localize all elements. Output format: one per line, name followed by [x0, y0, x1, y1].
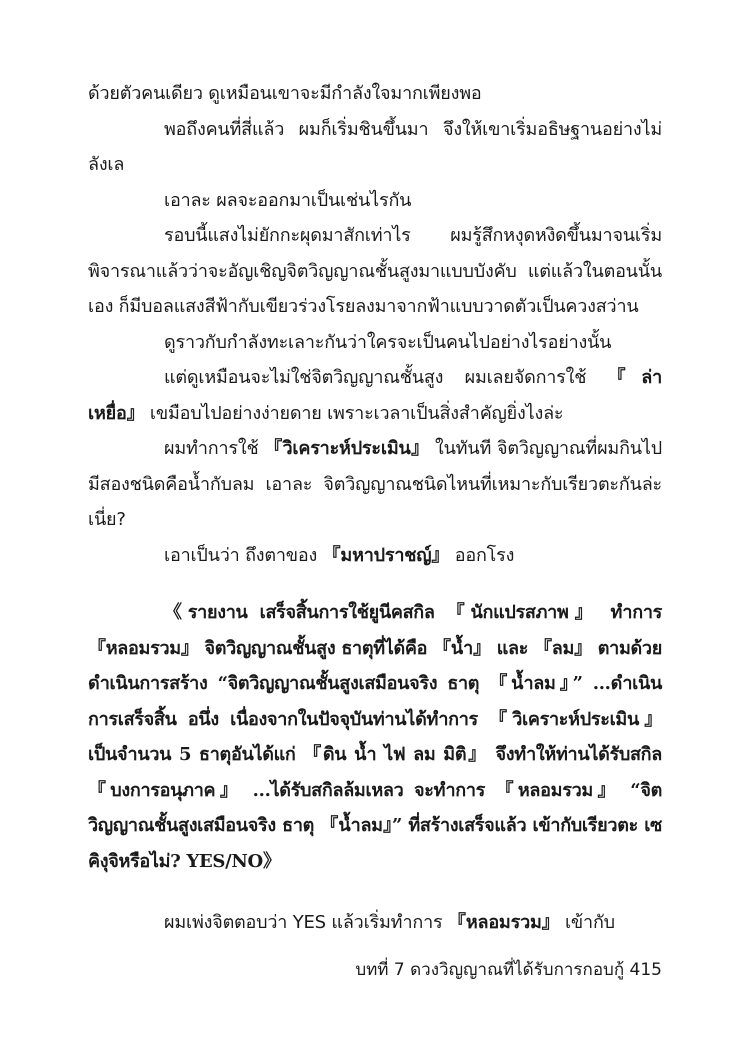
skill-name-merge: 『หลอมรวม』 — [448, 912, 560, 933]
paragraph-2: พอถึงคนที่สี่แล้ว ผมก็เริ่มชินขึ้นมา จึงให้เขาเริ่มอธิษฐานอย่างไม่ลังเล — [88, 118, 662, 175]
system-report-block: 《รายงาน เสร็จสิ้นการใช้ยูนีคสกิล 『นักแปรสภาพ』 ทำการ 『หลอมรวม』 จิตวิญญาณชั้นสูง ธาตุที่ได้คือ 『น้ำ』 และ 『ลม』 ตามด้วย ดำเนินการสร้าง “จิตวิญญาณชั้นสูงเสมือนจริง ธาตุ 『น้ำลม』” ...ดำเนินการเสร็จสิ้น อนึ่ง เนื่องจากในปัจจุบันท่านได้ทำการ 『วิเคราะห์ประเมิน』 เป็นจำนวน 5 ธาตุอันได้แก่ 『ดิน น้ำ ไฟ ลม มิติ』 จึงทำให้ท่านได้รับสกิล 『บงการอนุภาค』 ...ได้รับสกิลล้มเหลว จะทำการ 『หลอมรวม』 “จิตวิญญาณชั้นสูงเสมือนจริง ธาตุ 『น้ำลม』” ที่สร้างเสร็จแล้ว เข้ากับเรียวตะ เซคิงุจิหรือไม่? YES/NO》 — [88, 602, 662, 872]
skill-name-great-sage: 『มหาปราชญ์』 — [322, 544, 450, 566]
paragraph-1: ด้วยตัวคนเดียว ดูเหมือนเขาจะมีกำลังใจมากเพียงพอ — [88, 83, 482, 104]
skill-name-analyze-appraise: 『วิเคราะห์ประเมิน』 — [264, 438, 430, 459]
paragraph-7-text-c: ในทันที จิตวิญญาณที่ผมกินไปมีสองชนิดคือน้ำกับลม เอาละ จิตวิญญาณชนิดไหนที่เหมาะกับเรียวตะกันล่ะเนี่ย? — [88, 438, 662, 530]
paragraph-6-text-c: เขมือบไปอย่างง่ายดาย เพราะเวลาเป็นสิ่งสำคัญยิ่งไงล่ะ — [144, 402, 564, 424]
paragraph-8-text-c: ออกโรง — [449, 544, 515, 566]
paragraph-9 — [88, 905, 662, 941]
spacer — [88, 879, 662, 905]
paragraph-4: รอบนี้แสงไม่ยักกะผุดมาสักเท่าไร ผมรู้สึกหงุดหงิดขึ้นมาจนเริ่มพิจารณาแล้วว่าจะอัญเชิญจิตวิญญาณชั้นสูงมาแบบบังคับ แต่แล้วในตอนนั้นเอง ก็มีบอลแสงสีฟ้ากับเขียวร่วงโรยลงมาจากฟ้าแบบวาดตัวเป็นควงสว่าน — [88, 225, 662, 317]
paragraph-8 — [88, 538, 662, 574]
paragraph-7 — [88, 431, 662, 538]
paragraph-6-text-a: แต่ดูเหมือนจะไม่ใช่จิตวิญญาณชั้นสูง ผมเลยจัดการใช้ — [164, 367, 608, 388]
page-footer-chapter-and-page-number: บทที่ 7 ดวงวิญญาณที่ได้รับการกอบกู้ 415 — [355, 960, 662, 980]
skill-name-predator: 『ล่าเหยื่อ』 — [88, 367, 662, 424]
book-page-body — [88, 76, 662, 941]
paragraph-9-text-a: ผมเพ่งจิตตอบว่า YES แล้วเริ่มทำการ — [164, 912, 449, 933]
paragraph-3: เอาละ ผลจะออกมาเป็นเช่นไรกัน — [164, 189, 412, 211]
spacer — [88, 573, 662, 595]
paragraph-9-text-c: เข้ากับ — [559, 912, 615, 933]
paragraph-8-text-a: เอาเป็นว่า ถึงตาของ — [164, 544, 323, 566]
paragraph-5: ดูราวกับกำลังทะเลาะกันว่าใครจะเป็นคนไปอย่างไรอย่างนั้น — [164, 331, 612, 353]
paragraph-6 — [88, 360, 662, 431]
paragraph-7-text-a: ผมทำการใช้ — [164, 438, 265, 459]
